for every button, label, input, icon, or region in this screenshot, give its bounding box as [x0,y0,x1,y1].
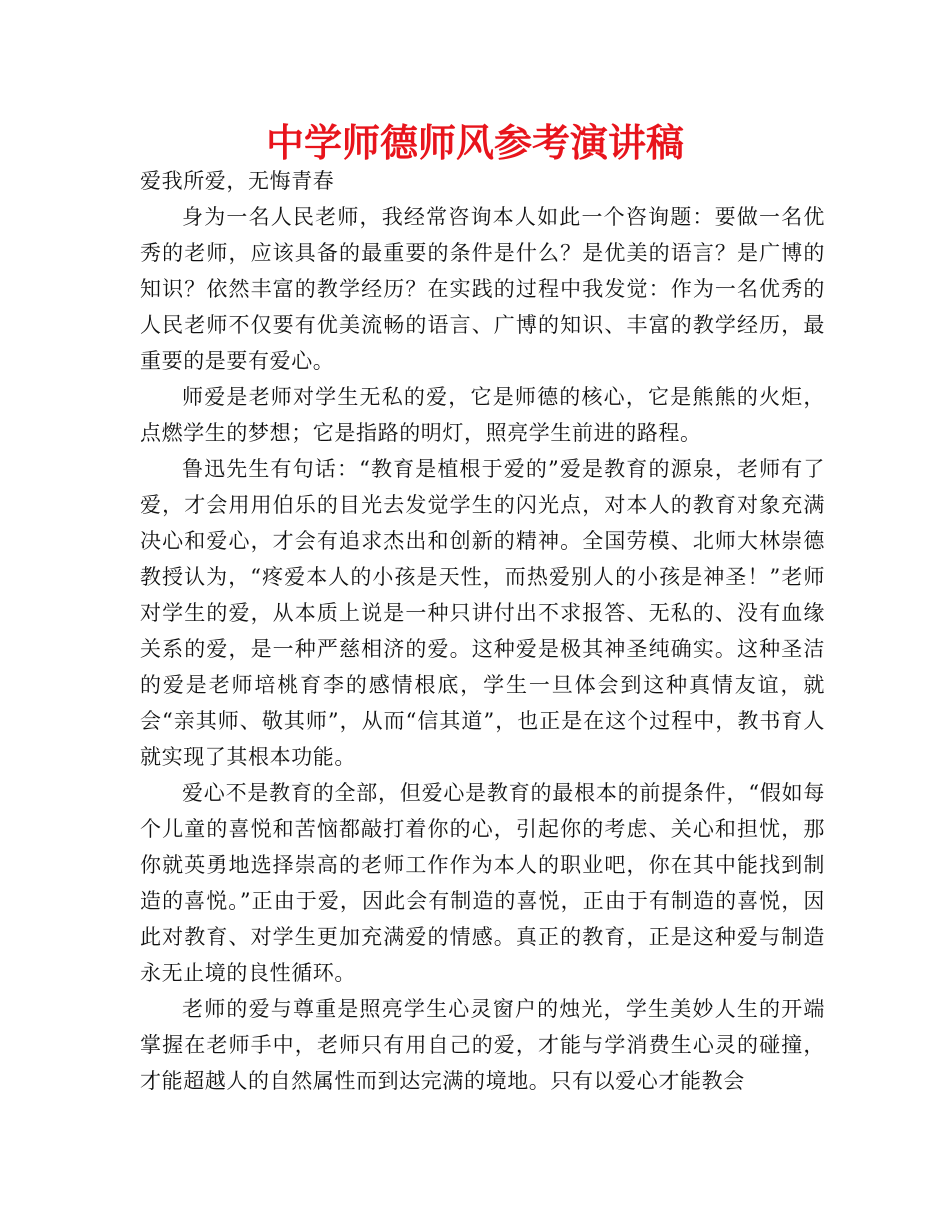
paragraph: 身为一名人民老师，我经常咨询本人如此一个咨询题：要做一名优秀的老师，应该具备的最重要的条件是什么？是优美的语言？是广博的知识？依然丰富的教学经历？在实践的过程中我发觉：作为一名优秀的人民老师不仅要有优美流畅的语言、广博的知识、丰富的教学经历，最重要的是要有爱心。 [140,205,825,373]
paragraph: 鲁迅先生有句话：“教育是植根于爱的”爱是教育的源泉，老师有了爱，才会用用伯乐的目光去发觉学生的闪光点，对本人的教育对象充满决心和爱心，才会有追求杰出和创新的精神。全国劳模、北师大林崇德教授认为，“疼爱本人的小孩是天性，而热爱别人的小孩是神圣！”老师对学生的爱，从本质上说是一种只讲付出不求报答、无私的、没有血缘关系的爱，是一种严慈相济的爱。这种爱是极其神圣纯确实。这种圣洁的爱是老师培桃育李的感情根底，学生一旦体会到这种真情友谊，就会“亲其师、敬其师”，从而“信其道”，也正是在这个过程中，教书育人就实现了其根本功能。 [140,457,825,769]
paragraph: 师爱是老师对学生无私的爱，它是师德的核心，它是熊熊的火炬，点燃学生的梦想；它是指路的明灯，照亮学生前进的路程。 [140,385,825,445]
document-title: 中学师德师风参考演讲稿 [265,121,684,165]
document-body [140,163,825,1099]
paragraph: 老师的爱与尊重是照亮学生心灵窗户的烛光，学生美妙人生的开端掌握在老师手中，老师只有用自己的爱，才能与学消费生心灵的碰撞，才能超越人的自然属性而到达完满的境地。只有以爱心才能教会 [140,997,825,1093]
paragraph: 爱心不是教育的全部，但爱心是教育的最根本的前提条件，“假如每个儿童的喜悦和苦恼都敲打着你的心，引起你的考虑、关心和担忧，那你就英勇地选择崇高的老师工作作为本人的职业吧，你在其中能找到制造的喜悦。”正由于爱，因此会有制造的喜悦，正由于有制造的喜悦，因此对教育、对学生更加充满爱的情感。真正的教育，正是这种爱与制造永无止境的良性循环。 [140,781,825,985]
document-subtitle: 爱我所爱，无悔青春 [140,169,335,193]
